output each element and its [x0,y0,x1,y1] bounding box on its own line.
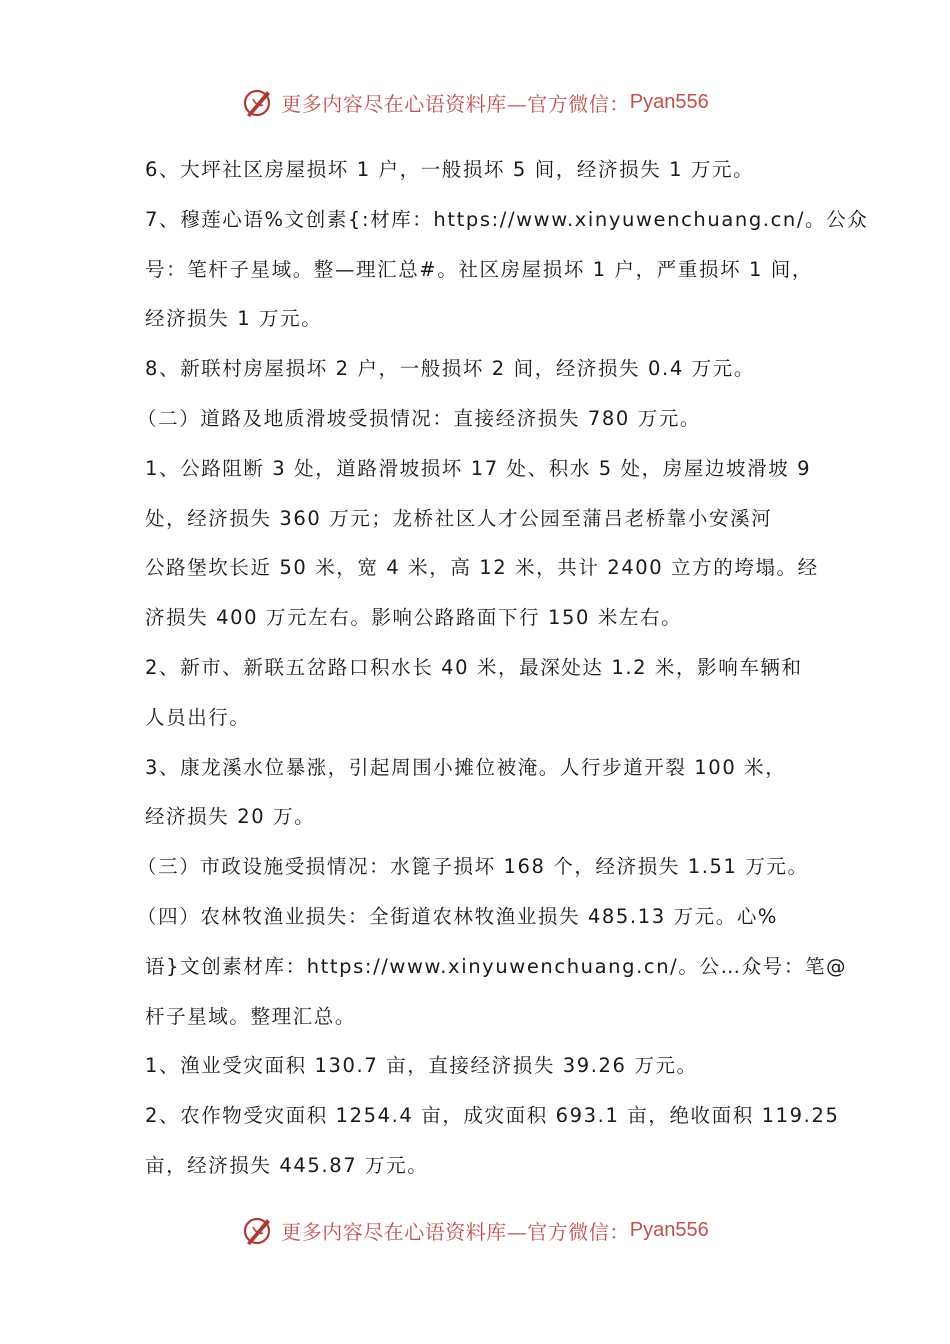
footer-banner [0,1210,950,1250]
text-line: 亩，经济损失 445.87 万元。 [145,1153,429,1177]
text-line: 1、公路阻断 3 处，道路滑坡损坏 17 处、积水 5 处，房屋边坡滑坡 9 [145,456,812,480]
text-line: 1、渔业受灾面积 130.7 亩，直接经济损失 39.26 万元。 [145,1054,698,1078]
text-line: 号：笔杆子星域。整—理汇总#。社区房屋损坏 1 户，严重损坏 1 间， [145,257,813,281]
header-banner [0,82,950,122]
text-line: 济损失 400 万元左右。影响公路路面下行 150 米左右。 [145,606,683,630]
text-line: 2、农作物受灾面积 1254.4 亩，成灾面积 693.1 亩，绝收面积 119.25 [145,1104,840,1128]
pen-seal-logo-icon [241,85,275,119]
section-heading: （二）道路及地质滑坡受损情况：直接经济损失 780 万元。 [137,406,702,430]
section-heading: （四）农林牧渔业损失：全街道农林牧渔业损失 485.13 万元。心% [137,904,779,928]
text-line: 公路堡坎长近 50 米，宽 4 米，高 12 米，共计 2400 立方的垮塌。经 [145,556,819,580]
text-line: 语}文创素材库：https://www.xinyuwenchuang.cn/。公…众号：笔@ [145,954,848,978]
section-heading: （三）市政设施受损情况：水篦子损坏 168 个，经济损失 1.51 万元。 [137,855,809,879]
text-line: 2、新市、新联五岔路口积水长 40 米，最深处达 1.2 米，影响车辆和 [145,655,803,679]
text-line: 杆子星域。整理汇总。 [145,1004,357,1028]
document-body [137,145,869,1191]
text-line: 处，经济损失 360 万元；龙桥社区人才公园至蒲吕老桥靠小安溪河 [145,506,773,530]
text-line: 6、大坪社区房屋损坏 1 户，一般损坏 5 间，经济损失 1 万元。 [145,158,755,181]
footer-banner-text: 更多内容尽在心语资料库—官方微信： [281,1219,630,1244]
header-banner-wechat-id: Pyan556 [629,90,709,113]
text-line: 8、新联村房屋损坏 2 户，一般损坏 2 间，经济损失 0.4 万元。 [145,357,755,381]
footer-banner-wechat-id: Pyan556 [629,1218,709,1241]
text-line: 经济损失 1 万元。 [145,307,323,331]
text-line: 人员出行。 [145,705,251,729]
pen-seal-logo-icon [241,1213,275,1247]
header-banner-text: 更多内容尽在心语资料库—官方微信： [281,91,630,116]
text-line: 3、康龙溪水位暴涨，引起周围小摊位被淹。人行步道开裂 100 米， [145,755,787,779]
text-line: 7、穆莲心语%文创素{:材库：https://www.xinyuwenchuang.cn/。公众 [145,207,869,231]
text-line: 经济损失 20 万。 [145,805,316,829]
